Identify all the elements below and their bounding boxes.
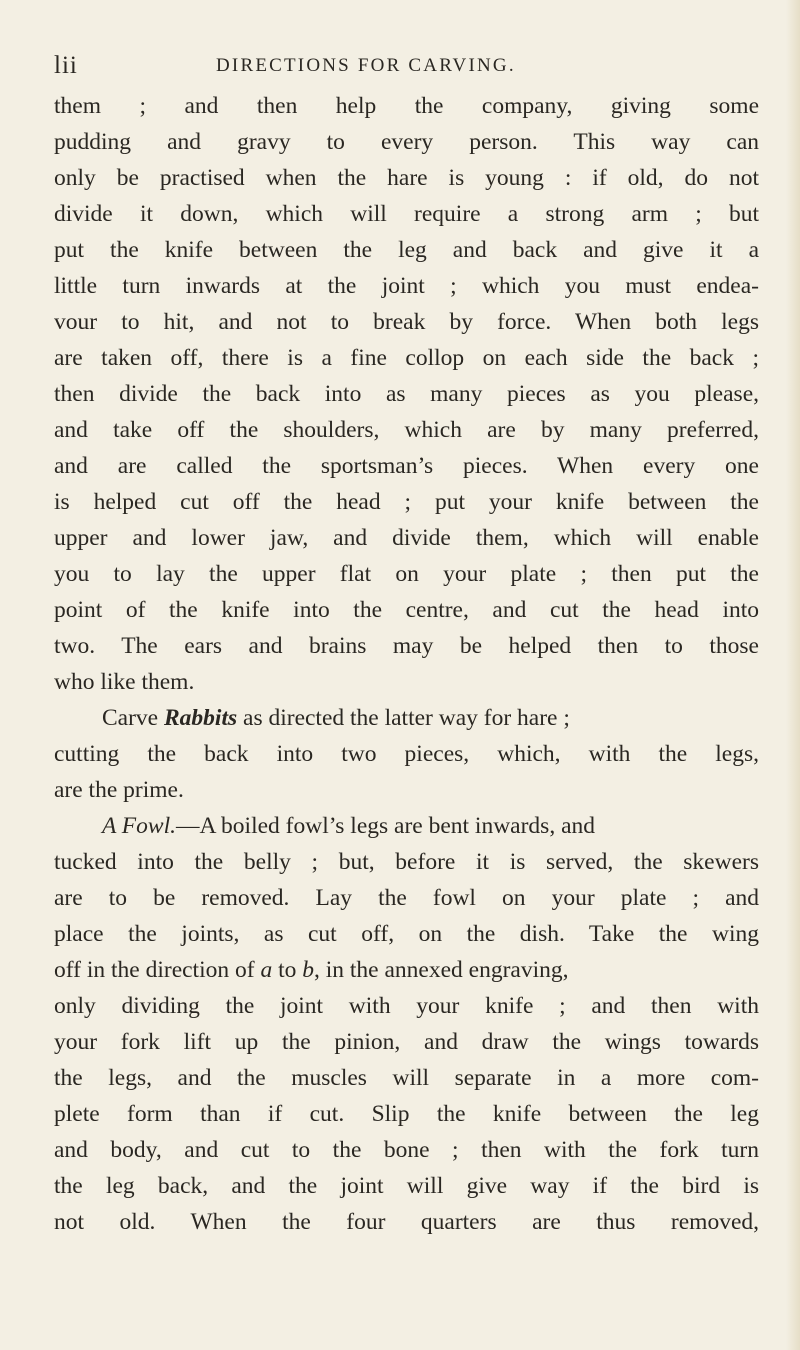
text-line: little turn inwards at the joint ; which you must endea- — [54, 273, 759, 299]
text-run: Carve — [102, 705, 164, 731]
text-line: tucked into the belly ; but, before it is served, the skewers — [54, 849, 759, 875]
text-line: who like them. — [54, 669, 195, 695]
text-line: plete form than if cut. Slip the knife between the leg — [54, 1101, 759, 1127]
text-line: and body, and cut to the bone ; then with the fork turn — [54, 1137, 759, 1163]
text-line: cutting the back into two pieces, which, with the legs, — [54, 741, 759, 767]
text-run: , in the annexed engraving, — [313, 957, 569, 983]
text-line: are taken off, there is a fine collop on each side the back ; — [54, 345, 759, 371]
text-line: your fork lift up the pinion, and draw the wings towards — [54, 1029, 759, 1055]
text-line: only dividing the joint with your knife ; and then with — [54, 993, 759, 1019]
text-line: place the joints, as cut off, on the dish. Take the wing — [54, 921, 759, 947]
text-line: then divide the back into as many pieces as you please, — [54, 381, 759, 407]
engraving-reference-line — [54, 952, 759, 988]
page-header — [54, 52, 754, 82]
text-line: point of the knife into the centre, and cut the head into — [54, 597, 759, 623]
page-number: lii — [54, 52, 78, 79]
fowl-term: A Fowl. — [102, 813, 176, 839]
text-line: are the prime. — [54, 777, 184, 803]
text-line: the leg back, and the joint will give way if the bird is — [54, 1173, 759, 1199]
fowl-paragraph-start — [54, 808, 759, 844]
rabbits-paragraph-start — [54, 700, 759, 736]
text-line: only be practised when the hare is young : if old, do not — [54, 165, 759, 191]
text-line: and are called the sportsman’s pieces. When every one — [54, 453, 759, 479]
text-line: divide it down, which will require a strong arm ; but — [54, 201, 759, 227]
body-text — [54, 88, 759, 1240]
page-edge-shadow — [786, 0, 800, 1350]
text-run: off in the direction of — [54, 957, 261, 983]
text-line: put the knife between the leg and back and give it a — [54, 237, 759, 263]
text-line: upper and lower jaw, and divide them, which will enable — [54, 525, 759, 551]
text-run: as directed the latter way for hare ; — [237, 705, 570, 731]
figure-label-b: b — [302, 957, 314, 983]
text-line: and take off the shoulders, which are by many preferred, — [54, 417, 759, 443]
text-line: are to be removed. Lay the fowl on your plate ; and — [54, 885, 759, 911]
text-run: to — [272, 957, 303, 983]
rabbits-term: Rabbits — [164, 705, 238, 731]
running-head: DIRECTIONS FOR CARVING. — [216, 55, 516, 76]
text-line: vour to hit, and not to break by force. When both legs — [54, 309, 759, 335]
text-line: two. The ears and brains may be helped then to those — [54, 633, 759, 659]
text-line: you to lay the upper flat on your plate ; then put the — [54, 561, 759, 587]
text-line: pudding and gravy to every person. This way can — [54, 129, 759, 155]
text-line: them ; and then help the company, giving some — [54, 93, 759, 119]
text-line: is helped cut off the head ; put your knife between the — [54, 489, 759, 515]
text-run: —A boiled fowl’s legs are bent inwards, and — [176, 813, 595, 839]
text-line: the legs, and the muscles will separate in a more com- — [54, 1065, 759, 1091]
figure-label-a: a — [260, 957, 273, 983]
text-line: not old. When the four quarters are thus removed, — [54, 1209, 759, 1235]
